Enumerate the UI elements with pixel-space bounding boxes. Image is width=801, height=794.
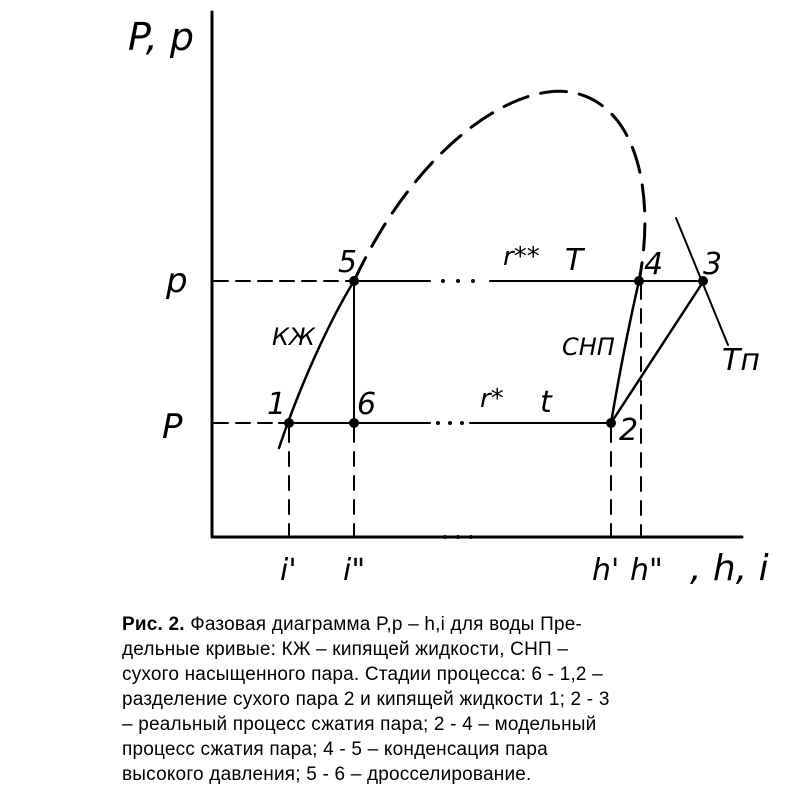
x-tick-i1: i' xyxy=(280,553,297,588)
point-label-2: 2 xyxy=(619,413,639,448)
point-label-5: 5 xyxy=(338,245,358,280)
label-r-high: r** xyxy=(503,242,540,272)
label-r-low: r* xyxy=(480,384,504,414)
caption-line-4: разделение сухого пара 2 и кипящей жидкости 1; 2 - 3 xyxy=(122,689,610,710)
point-label-3: 3 xyxy=(703,247,723,282)
point-label-6: 6 xyxy=(357,387,377,422)
x-axis-label: , h, i xyxy=(690,548,769,589)
caption-line-6: процесс сжатия пара; 4 - 5 – конденсация пара xyxy=(122,739,548,760)
point-label-1: 1 xyxy=(267,387,287,422)
label-t-low: t xyxy=(540,385,552,420)
label-kzh: КЖ xyxy=(272,323,315,351)
caption-line-1 xyxy=(122,612,762,637)
x-tick-h1: h' xyxy=(592,553,620,588)
isobar-dots-low xyxy=(436,421,464,425)
label-T-high: T xyxy=(565,243,584,278)
caption-line-3: сухого насыщенного пара. Стадии процесса: 6 - 1,2 – xyxy=(122,664,603,685)
point-label-4: 4 xyxy=(644,247,664,282)
caption-line-7: высокого давления; 5 - 6 – дросселирование. xyxy=(122,764,532,785)
caption-prefix: Рис. 2. xyxy=(122,614,185,635)
isobar-dots-high xyxy=(441,279,475,283)
caption-text-1: Фазовая диаграмма P,p – h,i для воды Пре- xyxy=(184,614,583,635)
label-Tp: Tп xyxy=(722,343,760,378)
point-2 xyxy=(606,418,616,428)
x-tick-h2: h" xyxy=(630,553,663,588)
caption-line-5: – реальный процесс сжатия пара; 2 - 4 – модельный xyxy=(122,714,597,735)
point-4 xyxy=(634,276,644,286)
figure-caption xyxy=(122,612,762,787)
x-tick-i2: i" xyxy=(343,553,366,588)
label-snp: СНП xyxy=(562,333,615,361)
y-axis-label: P, p xyxy=(128,15,194,59)
pressure-high-label: p xyxy=(166,261,188,301)
pressure-low-label: P xyxy=(162,407,183,447)
saturation-dome-dashed xyxy=(354,91,645,281)
caption-line-2: дельные кривые: КЖ – кипящей жидкости, СНП – xyxy=(122,639,569,660)
